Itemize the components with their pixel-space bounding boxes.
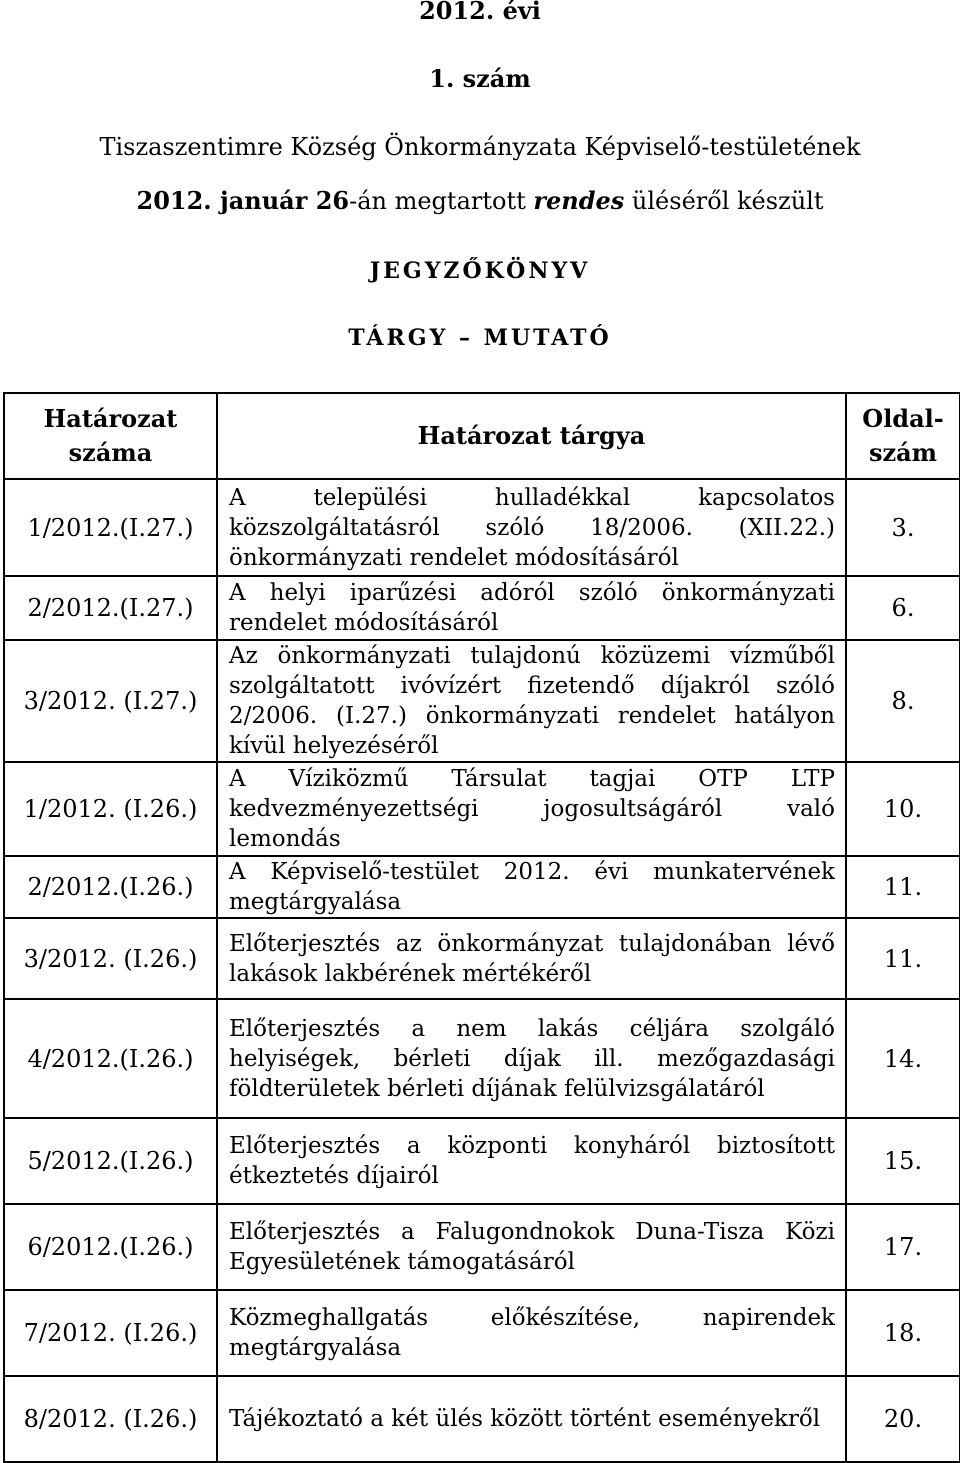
resolution-subject: A helyi iparűzési adóról szóló önkormányzati rendelet módosításáról [217,576,846,640]
resolution-subject: Előterjesztés az önkormányzat tulajdonában lévő lakások lakbérének mértékéről [217,918,846,999]
index-title: TÁRGY – MUTATÓ [348,325,612,351]
page-number: 15. [846,1118,960,1204]
meeting-date-suffix: üléséről készült [624,187,824,215]
resolution-subject: Közmeghallgatás előkészítése, napirendek megtárgyalása [217,1290,846,1376]
subject-index-table [3,392,960,1463]
resolution-number: 2/2012.(I.27.) [4,576,217,640]
resolution-number: 4/2012.(I.26.) [4,999,217,1118]
page-number: 20. [846,1376,960,1462]
header-page-number: Oldal-szám [846,393,960,479]
table-row [4,1204,960,1290]
resolution-subject: Tájékoztató a két ülés között történt eseményekről [217,1376,846,1462]
resolution-number: 3/2012. (I.27.) [4,640,217,762]
resolution-number: 7/2012. (I.26.) [4,1290,217,1376]
page-number: 11. [846,856,960,918]
page-number: 8. [846,640,960,762]
resolution-subject: Előterjesztés a nem lakás céljára szolgáló helyiségek, bérleti díjak ill. mezőgazdasági földterületek bérleti díjának felülvizsgálatáról [217,999,846,1118]
meeting-line [0,186,960,216]
resolution-subject: A Képviselő-testület 2012. évi munkatervének megtárgyalása [217,856,846,918]
table-row [4,640,960,762]
page-number: 11. [846,918,960,999]
table-row [4,856,960,918]
meeting-date-mid: -án megtartott [349,187,534,215]
resolution-subject: Az önkormányzati tulajdonú közüzemi vízműből szolgáltatott ivóvízért fizetendő díjakról szóló 2/2006. (I.27.) önkormányzati rendelet hatályon kívül helyezéséről [217,640,846,762]
meeting-date: 2012. január 26 [136,186,350,215]
table-row [4,1118,960,1204]
table-row [4,999,960,1118]
council-line: Tiszaszentimre Község Önkormányzata Képviselő-testületének [99,133,861,161]
document-title: JEGYZŐKÖNYV [369,258,591,284]
resolution-number: 8/2012. (I.26.) [4,1376,217,1462]
issue-number: 1. szám [429,64,531,93]
table-row [4,918,960,999]
page-number: 17. [846,1204,960,1290]
resolution-number: 1/2012.(I.27.) [4,479,217,576]
table-header-row [4,393,960,479]
resolution-subject: Előterjesztés a Falugondnokok Duna-Tisza Közi Egyesületének támogatásáról [217,1204,846,1290]
resolution-number: 2/2012.(I.26.) [4,856,217,918]
page-number: 14. [846,999,960,1118]
resolution-number: 3/2012. (I.26.) [4,918,217,999]
page-number: 3. [846,479,960,576]
resolution-subject: A települési hulladékkal kapcsolatos közszolgáltatásról szóló 18/2006. (XII.22.) önkormányzati rendelet módosításáról [217,479,846,576]
table-row [4,576,960,640]
resolution-subject: Előterjesztés a központi konyháról biztosított étkeztetés díjairól [217,1118,846,1204]
resolution-number: 1/2012. (I.26.) [4,762,217,856]
meeting-type: rendes [533,186,625,215]
table-row [4,1290,960,1376]
header-resolution-number: Határozat száma [4,393,217,479]
resolution-number: 6/2012.(I.26.) [4,1204,217,1290]
table-row [4,1376,960,1462]
table-row [4,762,960,856]
resolution-subject: A Víziközmű Társulat tagjai OTP LTP kedvezményezettségi jogosultságáról való lemondás [217,762,846,856]
page-number: 18. [846,1290,960,1376]
year-line: 2012. évi [419,0,541,25]
header-resolution-subject: Határozat tárgya [217,393,846,479]
resolution-number: 5/2012.(I.26.) [4,1118,217,1204]
page-number: 6. [846,576,960,640]
page-number: 10. [846,762,960,856]
table-row [4,479,960,576]
